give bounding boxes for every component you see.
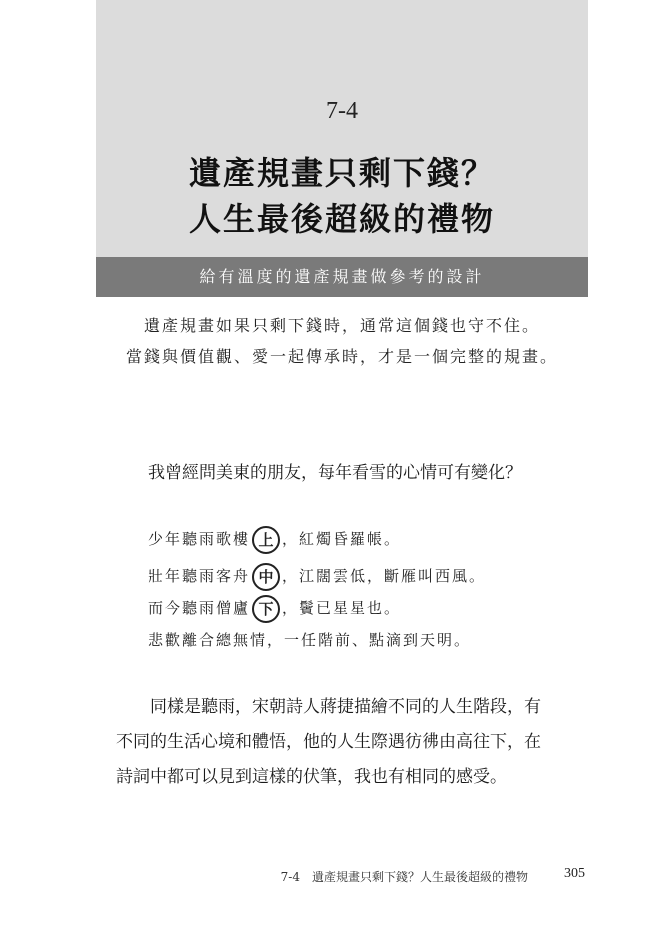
- poem-line: [148, 626, 568, 654]
- circled-character: 中: [252, 563, 280, 591]
- section-number: 7-4: [326, 98, 358, 124]
- poem-text: ，鬢已星星也。: [282, 599, 402, 617]
- summary-line-1: 遺產規畫如果只剩下錢時，通常這個錢也守不住。: [143, 316, 540, 335]
- poem-line: [148, 594, 568, 622]
- subtitle-bar: 給有溫度的遺產規畫做參考的設計: [96, 257, 588, 297]
- poem-text: ，江闊雲低，斷雁叫西風。: [282, 567, 487, 585]
- question-text: 我曾經問美東的朋友，每年看雪的心情可有變化？: [148, 463, 522, 483]
- circled-character: 下: [252, 595, 280, 623]
- body-paragraph: [116, 690, 586, 795]
- poem-text: 壯年聽雨客舟: [148, 567, 251, 585]
- paragraph-line: 不同的生活心境和體悟，他的人生際遇彷彿由高往下，在: [116, 732, 541, 752]
- poem-text: 悲歡離合總無情，一任階前、點滴到天明。: [148, 631, 472, 649]
- circled-character: 上: [252, 526, 280, 554]
- paragraph-line: 詩詞中都可以見到這樣的伏筆，我也有相同的感受。: [116, 767, 507, 787]
- poem-text: 少年聽雨歌樓: [148, 530, 251, 548]
- page-number: 305: [564, 866, 585, 881]
- running-footer-title: 7-4 遺產規畫只剩下錢？人生最後超級的禮物: [280, 870, 528, 884]
- poem-text: ，紅燭昏羅帳。: [282, 530, 402, 548]
- page-title-line-2: 人生最後超級的禮物: [188, 200, 495, 238]
- summary-line-2: 當錢與價值觀、愛一起傳承時，才是一個完整的規畫。: [125, 347, 558, 366]
- paragraph-line: 同樣是聽雨，宋朝詩人蔣捷描繪不同的人生階段，有: [150, 697, 541, 717]
- poem-line: [148, 525, 568, 553]
- page-title-line-1: 遺產規畫只剩下錢？: [188, 154, 495, 192]
- poem-text: 而今聽雨僧廬: [148, 599, 251, 617]
- poem-line: [148, 562, 568, 590]
